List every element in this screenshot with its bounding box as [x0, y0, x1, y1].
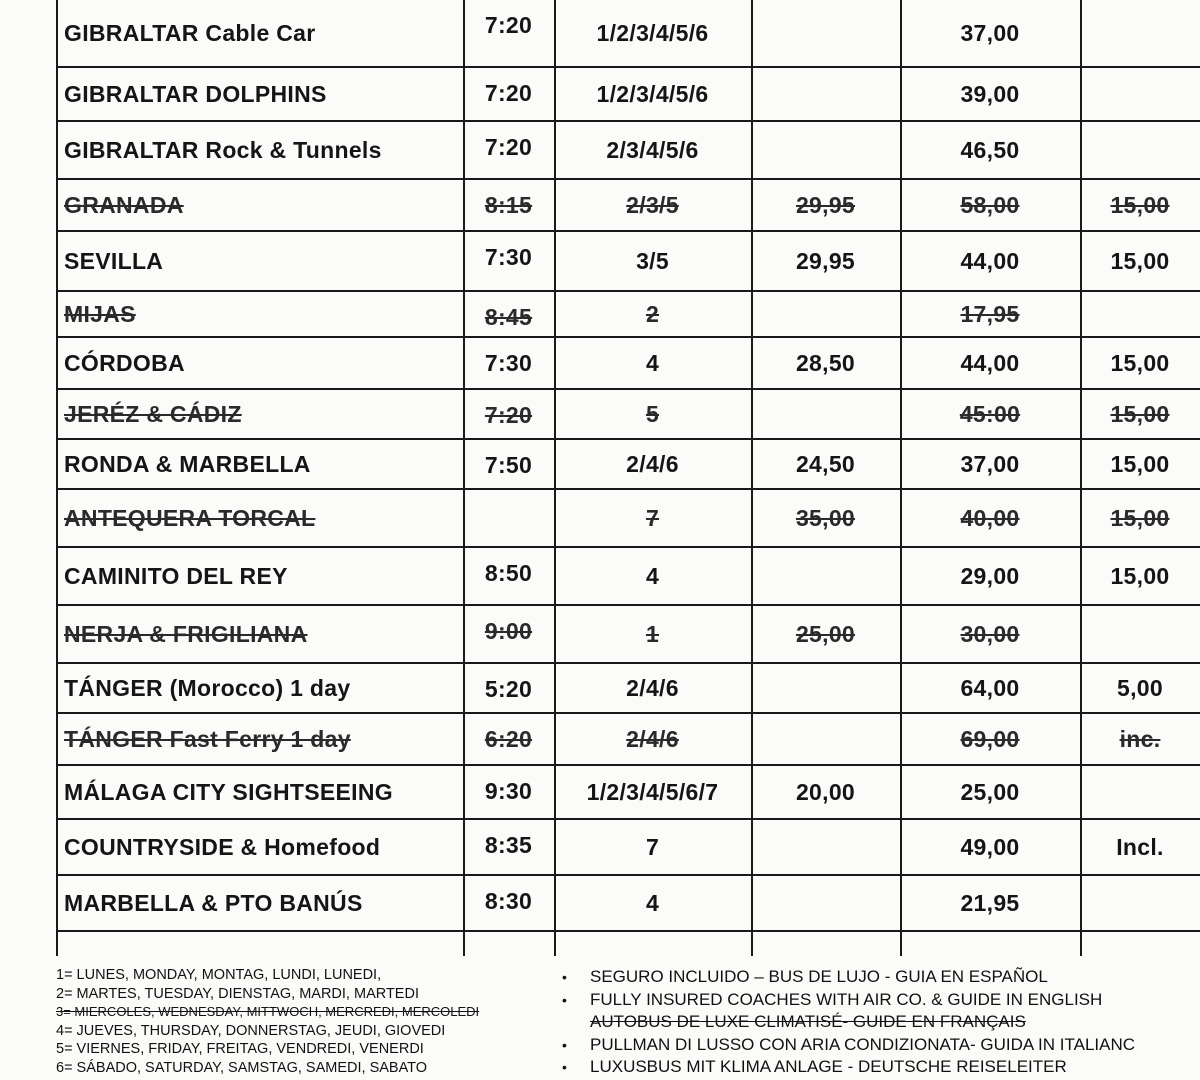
table-row: [56, 714, 1200, 766]
row-time-cell: 8:30: [484, 888, 533, 914]
row-price-cell: 29,95: [795, 247, 856, 274]
table-row: [56, 440, 1200, 490]
row-price-cell: 37,00: [960, 450, 1020, 477]
row-price-cell: [751, 664, 900, 712]
note-item: [562, 1056, 1200, 1079]
row-price-cell: 15,00: [1110, 400, 1170, 427]
table-row: [56, 180, 1200, 232]
row-price-cell: [1080, 766, 1200, 818]
note-item: [562, 1011, 1200, 1034]
row-price-cell: 15,00: [1110, 504, 1170, 531]
row-time-cell: 5:20: [484, 676, 533, 702]
row-time-cell: 7:30: [484, 350, 533, 376]
row-price-cell: [751, 122, 900, 178]
weekday-legend: [56, 966, 546, 1077]
note-text: AUTOBUS DE LUXE CLIMATISÉ- GUIDE EN FRANÇAIS: [590, 1012, 1026, 1031]
row-days-cell: 4: [645, 349, 660, 376]
note-text: PULLMAN DI LUSSO CON ARIA CONDIZIONATA- GUIDA IN ITALIANC: [590, 1034, 1136, 1054]
row-price-cell: 64,00: [960, 674, 1020, 701]
row-days-cell: 7: [645, 833, 660, 860]
legend-line: 3= MIERCOLES, WEDNESDAY, MITTWOCH, MERCREDI, MERCOLEDI: [56, 1004, 480, 1019]
row-price-cell: 44,00: [960, 247, 1020, 274]
table-row: [56, 338, 1200, 390]
bullet-icon: •: [562, 969, 567, 985]
row-time-cell: [463, 490, 554, 546]
row-price-cell: [1080, 876, 1200, 930]
row-time-cell: 8:35: [484, 832, 533, 858]
row-name-cell: GIBRALTAR Rock & Tunnels: [64, 136, 382, 163]
row-time-cell: 8:45: [484, 304, 533, 330]
table-row: [56, 606, 1200, 664]
row-days-cell: 2/4/6: [626, 674, 679, 701]
row-days-cell: 5: [645, 400, 660, 427]
row-price-cell: [751, 292, 900, 336]
table-row: [56, 820, 1200, 876]
row-price-cell: 44,00: [960, 349, 1020, 376]
row-time-cell: 7:20: [484, 134, 533, 160]
note-text: FULLY INSURED COACHES WITH AIR CO. & GUIDE IN ENGLISH: [590, 989, 1103, 1009]
row-price-cell: 17,95: [960, 300, 1020, 327]
table-row: [56, 490, 1200, 548]
legend-line: 4= JUEVES, THURSDAY, DONNERSTAG, JEUDI, GIOVEDI: [56, 1022, 446, 1039]
column-tick: [463, 932, 465, 956]
row-days-cell: 1: [645, 620, 660, 647]
row-name-cell: MARBELLA & PTO BANÚS: [64, 889, 363, 916]
row-price-cell: 49,00: [960, 833, 1020, 860]
row-time-cell: 8:15: [484, 192, 533, 218]
row-price-cell: 15,00: [1110, 450, 1170, 477]
column-tick: [900, 932, 902, 956]
row-price-cell: 25,00: [795, 620, 856, 647]
table-row: [56, 232, 1200, 292]
row-name-cell: NERJA & FRIGILIANA: [64, 620, 308, 647]
row-name-cell: ANTEQUERA TORCAL: [64, 504, 316, 531]
row-days-cell: 1/2/3/4/5/6/7: [586, 778, 719, 805]
row-price-cell: 37,00: [960, 19, 1020, 46]
table-row: [56, 766, 1200, 820]
row-price-cell: [1080, 0, 1200, 66]
row-time-cell: 7:50: [484, 452, 533, 478]
row-name-cell: COUNTRYSIDE & Homefood: [64, 833, 381, 860]
row-time-cell: 7:20: [484, 402, 533, 428]
row-price-cell: 15,00: [1110, 191, 1170, 218]
row-name-cell: MÁLAGA CITY SIGHTSEEING: [64, 778, 393, 805]
row-price-cell: inc.: [1119, 725, 1161, 752]
row-name-cell: GIBRALTAR DOLPHINS: [64, 80, 327, 107]
row-name-cell: MIJAS: [64, 300, 136, 327]
row-price-cell: 45:00: [959, 400, 1021, 427]
row-days-cell: 2/4/6: [626, 725, 679, 752]
legend-line: 6= SÁBADO, SATURDAY, SAMSTAG, SAMEDI, SABATO: [56, 1059, 428, 1076]
row-price-cell: 21,95: [960, 889, 1020, 916]
row-price-cell: 39,00: [960, 80, 1020, 107]
table-row: [56, 122, 1200, 180]
row-price-cell: [751, 68, 900, 120]
row-price-cell: 29,00: [960, 562, 1020, 589]
row-price-cell: [751, 0, 900, 66]
row-price-cell: 30,00: [960, 620, 1020, 647]
note-item: [562, 966, 1200, 989]
row-price-cell: Incl.: [1116, 833, 1164, 860]
row-time-cell: 7:20: [484, 12, 533, 38]
row-days-cell: 7: [645, 504, 660, 531]
row-time-cell: 9:00: [484, 618, 533, 644]
row-price-cell: 69,00: [960, 725, 1020, 752]
row-price-cell: [751, 820, 900, 874]
row-price-cell: 15,00: [1110, 562, 1170, 589]
row-days-cell: 4: [645, 562, 660, 589]
row-name-cell: SEVILLA: [64, 247, 164, 274]
row-days-cell: 2/3/4/5/6: [606, 136, 699, 163]
row-name-cell: JERÉZ & CÁDIZ: [64, 400, 242, 427]
row-days-cell: 1/2/3/4/5/6: [596, 19, 709, 46]
legend-line: 2= MARTES, TUESDAY, DIENSTAG, MARDI, MARTEDI: [56, 985, 419, 1002]
bullet-icon: •: [562, 991, 567, 1008]
row-price-cell: 35,00: [795, 504, 856, 531]
table-row: [56, 292, 1200, 338]
table-row: [56, 390, 1200, 440]
row-days-cell: 2: [645, 300, 660, 327]
row-name-cell: CÓRDOBA: [64, 349, 185, 376]
row-price-cell: [1080, 606, 1200, 662]
column-tick: [56, 932, 58, 956]
row-time-cell: 7:20: [484, 80, 533, 106]
row-days-cell: 1/2/3/4/5/6: [596, 80, 709, 107]
row-price-cell: [751, 714, 900, 764]
table-row: [56, 664, 1200, 714]
row-price-cell: 24,50: [795, 450, 856, 477]
column-tick: [751, 932, 753, 956]
column-tick: [1080, 932, 1082, 956]
row-name-cell: GRANADA: [64, 191, 184, 218]
table-row: [56, 68, 1200, 122]
row-name-cell: CAMINITO DEL REY: [64, 562, 288, 589]
note-item: [562, 989, 1200, 1012]
row-price-cell: 15,00: [1110, 247, 1170, 274]
row-price-cell: 5,00: [1117, 674, 1163, 701]
legend-line: 1= LUNES, MONDAY, MONTAG, LUNDI, LUNEDI,: [56, 967, 382, 983]
row-time-cell: 9:30: [484, 778, 533, 804]
table-row: [56, 0, 1200, 68]
row-price-cell: [751, 390, 900, 438]
row-price-cell: [751, 548, 900, 604]
row-name-cell: TÁNGER (Morocco) 1 day: [64, 674, 351, 701]
legend-line: 5= VIERNES, FRIDAY, FREITAG, VENDREDI, VENERDI: [56, 1041, 424, 1057]
row-price-cell: 20,00: [795, 778, 856, 805]
row-days-cell: 2/3/5: [626, 191, 679, 218]
row-price-cell: 25,00: [960, 778, 1020, 805]
row-price-cell: 46,50: [960, 136, 1020, 163]
row-price-cell: [1080, 68, 1200, 120]
row-time-cell: 8:50: [484, 560, 533, 586]
note-text: LUXUSBUS MIT KLIMA ANLAGE - DEUTSCHE REISELEITER: [590, 1057, 1067, 1076]
row-price-cell: 28,50: [795, 349, 856, 376]
row-days-cell: 2/4/6: [626, 450, 679, 477]
row-price-cell: 15,00: [1110, 349, 1170, 376]
row-price-cell: [1080, 292, 1200, 336]
table-row: [56, 548, 1200, 606]
service-notes: [562, 966, 1200, 1079]
row-name-cell: RONDA & MARBELLA: [64, 450, 311, 477]
table-row: [56, 876, 1200, 932]
row-name-cell: GIBRALTAR Cable Car: [64, 19, 316, 46]
column-tick: [554, 932, 556, 956]
row-days-cell: 4: [645, 889, 660, 916]
row-price-cell: 29,95: [795, 191, 856, 218]
row-time-cell: 7:30: [484, 244, 533, 270]
bullet-icon: •: [562, 1059, 567, 1075]
note-text: SEGURO INCLUIDO – BUS DE LUJO - GUIA EN ESPAÑOL: [590, 967, 1048, 986]
row-days-cell: 3/5: [636, 247, 669, 274]
row-price-cell: [1080, 122, 1200, 178]
row-time-cell: 6:20: [484, 726, 533, 752]
bullet-icon: •: [562, 1036, 567, 1053]
row-price-cell: 58,00: [960, 191, 1020, 218]
row-price-cell: [751, 876, 900, 930]
note-item: [562, 1034, 1200, 1057]
row-price-cell: 40,00: [960, 504, 1020, 531]
row-name-cell: TÁNGER Fast Ferry 1 day: [64, 725, 351, 752]
